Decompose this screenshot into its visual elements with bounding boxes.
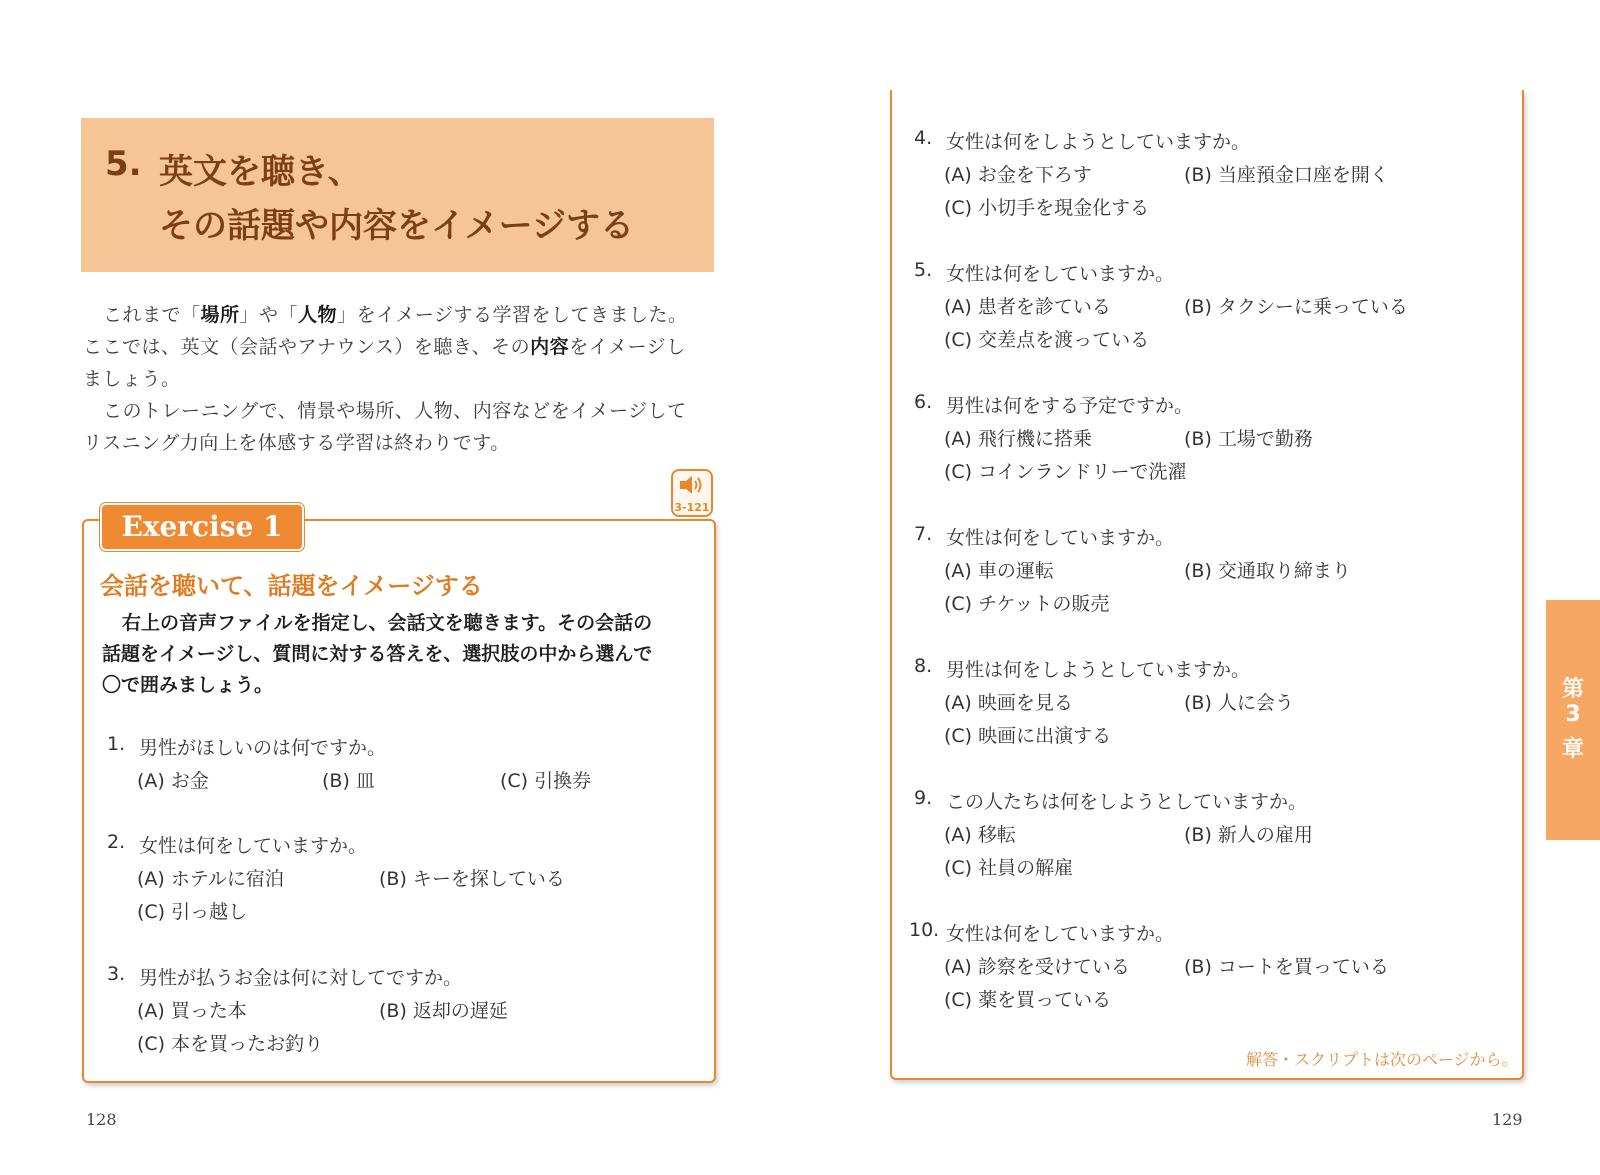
page-number-right: 129 (1492, 1110, 1523, 1129)
option-b[interactable]: (B) キーを探している (379, 868, 565, 890)
option-b[interactable]: (B) 皿 (322, 770, 375, 792)
chapter-tab-char-2: 3 (1565, 702, 1581, 727)
question-text: 女性は何をしていますか。 (946, 527, 1175, 549)
option-c[interactable]: (C) チケットの販売 (944, 593, 1110, 615)
audio-track-button[interactable] (671, 469, 713, 517)
question-text: 男性がほしいのは何ですか。 (139, 737, 387, 759)
instruction-line-3: 〇で囲みましょう。 (102, 674, 274, 696)
question-text: 女性は何をしていますか。 (946, 263, 1175, 285)
question-number: 6. (914, 391, 933, 413)
question-number: 1. (107, 733, 126, 755)
option-a[interactable]: (A) 患者を診ている (944, 296, 1111, 318)
question-number: 9. (914, 787, 933, 809)
option-b[interactable]: (B) タクシーに乗っている (1184, 296, 1408, 318)
intro-line-2: ここでは、英文（会話やアナウンス）を聴き、その内容をイメージし (83, 336, 686, 358)
chapter-tab (1546, 600, 1600, 840)
option-b[interactable]: (B) 当座預金口座を開く (1184, 164, 1389, 186)
option-c[interactable]: (C) 社員の解雇 (944, 857, 1074, 879)
option-c[interactable]: (C) 小切手を現金化する (944, 197, 1150, 219)
section-title-line2: その話題や内容をイメージする (159, 206, 634, 246)
option-a[interactable]: (A) 買った本 (137, 1000, 247, 1022)
option-c[interactable]: (C) 引換券 (500, 770, 592, 792)
option-b[interactable]: (B) 新人の雇用 (1184, 824, 1313, 846)
question-text: 男性は何をする予定ですか。 (946, 395, 1194, 417)
chapter-tab-char-3: 章 (1561, 737, 1584, 762)
option-c[interactable]: (C) コインランドリーで洗濯 (944, 461, 1187, 483)
option-b[interactable]: (B) コートを買っている (1184, 956, 1389, 978)
option-b[interactable]: (B) 工場で勤務 (1184, 428, 1313, 450)
question-number: 5. (914, 259, 933, 281)
option-c[interactable]: (C) 引っ越し (137, 901, 248, 923)
question-number: 7. (914, 523, 933, 545)
option-a[interactable]: (A) 車の運転 (944, 560, 1054, 582)
option-a[interactable]: (A) 飛行機に搭乗 (944, 428, 1092, 450)
instruction-line-1: 右上の音声ファイルを指定し、会話文を聴きます。その会話の (122, 612, 653, 634)
question-text: この人たちは何をしようとしていますか。 (946, 791, 1308, 813)
section-title-box (81, 118, 714, 272)
question-number: 8. (914, 655, 933, 677)
question-text: 女性は何をしていますか。 (139, 835, 368, 857)
question-number: 10. (909, 919, 940, 941)
question-text: 男性は何をしようとしていますか。 (946, 659, 1251, 681)
option-a[interactable]: (A) お金を下ろす (944, 164, 1092, 186)
answers-note: 解答・スクリプトは次のページから。 (1246, 1050, 1518, 1069)
option-a[interactable]: (A) 映画を見る (944, 692, 1073, 714)
option-b[interactable]: (B) 交通取り締まり (1184, 560, 1351, 582)
option-a[interactable]: (A) ホテルに宿泊 (137, 868, 284, 890)
option-b[interactable]: (B) 返却の遅延 (379, 1000, 508, 1022)
question-text: 男性が払うお金は何に対してですか。 (139, 967, 463, 989)
intro-line-3: ましょう。 (83, 368, 181, 390)
option-c[interactable]: (C) 本を買ったお釣り (137, 1033, 324, 1055)
intro-line-5: リスニング力向上を体感する学習は終わりです。 (83, 432, 510, 454)
section-title-line1: 英文を聴き、 (159, 152, 362, 192)
chapter-tab-char-1: 第 (1561, 677, 1584, 702)
instruction-line-2: 話題をイメージし、質問に対する答えを、選択肢の中から選んで (102, 643, 653, 665)
option-a[interactable]: (A) 診察を受けている (944, 956, 1130, 978)
option-b[interactable]: (B) 人に会う (1184, 692, 1294, 714)
intro-line-1: これまで「場所」や「人物」をイメージする学習をしてきました。 (103, 304, 688, 326)
option-a[interactable]: (A) お金 (137, 770, 209, 792)
option-c[interactable]: (C) 映画に出演する (944, 725, 1112, 747)
speaker-icon (678, 474, 706, 496)
question-text: 女性は何をしようとしていますか。 (946, 131, 1251, 153)
question-text: 女性は何をしていますか。 (946, 923, 1175, 945)
exercise-tab-label: Exercise 1 (100, 503, 304, 551)
intro-line-4: このトレーニングで、情景や場所、人物、内容などをイメージして (103, 400, 687, 422)
question-number: 4. (914, 127, 933, 149)
audio-track-code: 3-121 (674, 501, 710, 514)
section-number: 5. (105, 144, 142, 184)
option-c[interactable]: (C) 薬を買っている (944, 989, 1112, 1011)
question-number: 3. (107, 963, 126, 985)
question-number: 2. (107, 831, 126, 853)
page-number-left: 128 (86, 1110, 117, 1129)
exercise-heading: 会話を聴いて、話題をイメージする (100, 572, 483, 600)
option-c[interactable]: (C) 交差点を渡っている (944, 329, 1150, 351)
option-a[interactable]: (A) 移転 (944, 824, 1016, 846)
